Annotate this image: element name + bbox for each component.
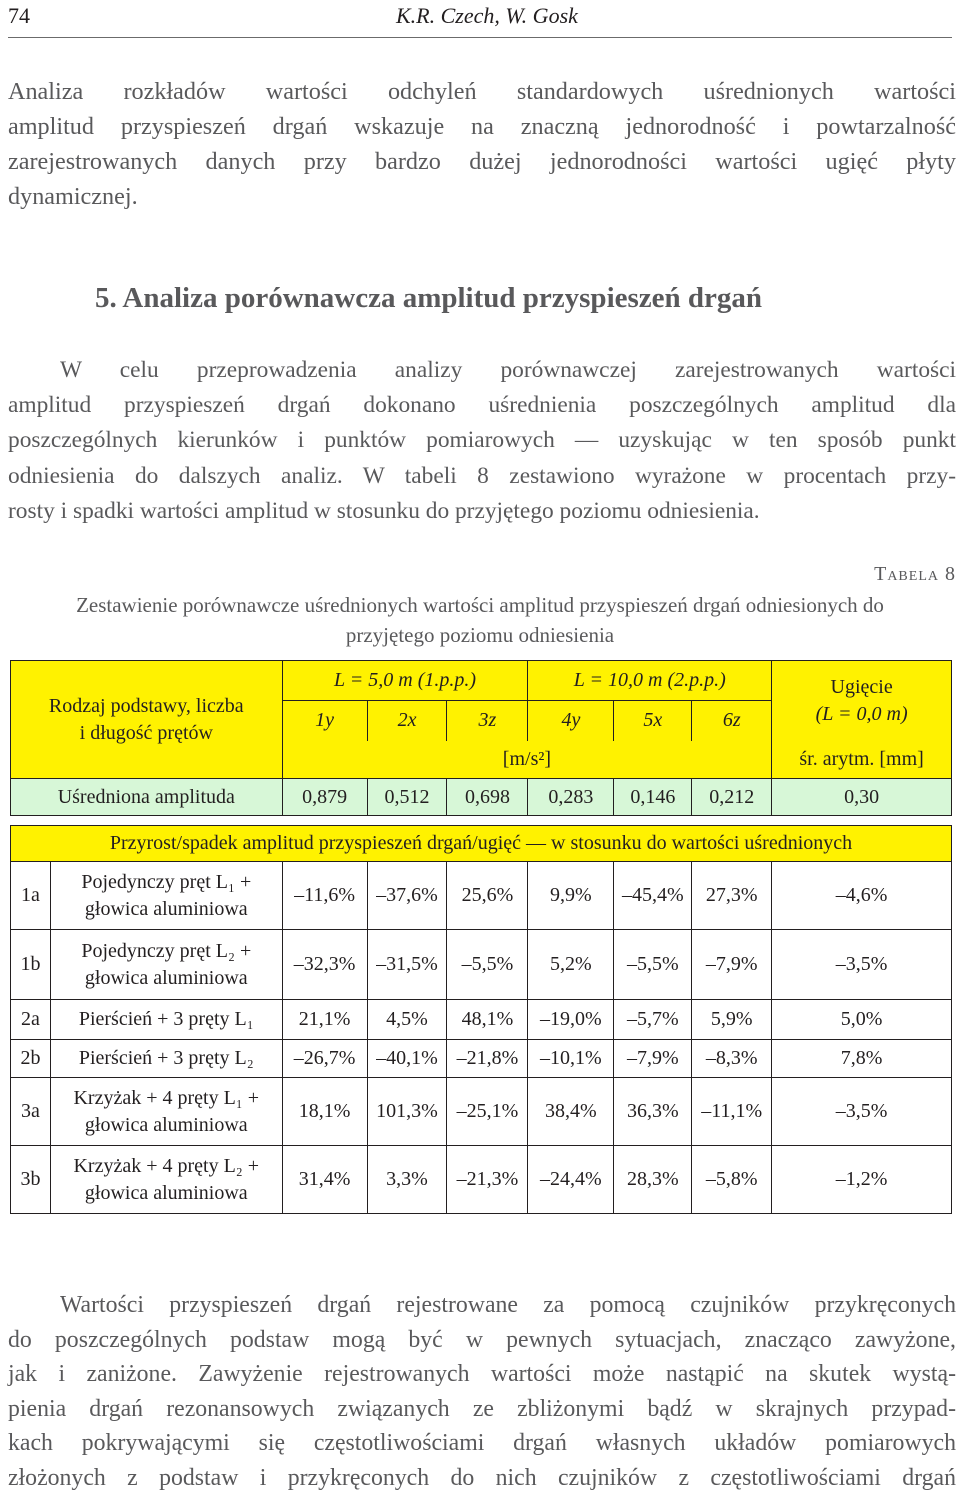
text-line: jak i zaniżone. Zawyżenie rejestrowanych wartości może nastąpić na skutek wystą- xyxy=(8,1361,956,1387)
cell-value: –37,6% xyxy=(367,862,447,930)
row-description-line: Pojedynczy pręt L₂ + xyxy=(81,939,252,962)
cell-value: –31,5% xyxy=(367,930,447,1000)
text-line: W celu przeprowadzenia analizy porównawczej zarejestrowanych wartości xyxy=(60,357,956,383)
comparison-table xyxy=(10,660,952,1214)
cell-value: –40,1% xyxy=(367,1040,447,1078)
closing-paragraph xyxy=(8,1288,956,1495)
subheader: Przyrost/spadek amplitud przyspieszeń drgań/ugięć — w stosunku do wartości uśrednionych xyxy=(11,826,952,862)
cell-value: 3,3% xyxy=(367,1146,447,1214)
row-description-line: Krzyżak + 4 pręty L₁ + xyxy=(73,1086,260,1109)
cell-deflection: –3,5% xyxy=(772,1078,952,1146)
cell-value: –11,1% xyxy=(692,1078,772,1146)
table-row xyxy=(11,1040,952,1078)
header-type xyxy=(11,661,283,779)
cell-value: 4,5% xyxy=(367,1000,447,1040)
cell-value: –5,7% xyxy=(614,1000,692,1040)
cell-value: 28,3% xyxy=(614,1146,692,1214)
text-line: dynamicznej. xyxy=(8,183,138,210)
cell-value: –5,5% xyxy=(614,930,692,1000)
cell-deflection: 5,0% xyxy=(772,1000,952,1040)
cell-deflection: –4,6% xyxy=(772,862,952,930)
cell-value: –26,7% xyxy=(282,1040,367,1078)
row-id: 3b xyxy=(11,1146,51,1214)
row-description-line: głowica aluminiowa xyxy=(84,966,248,989)
cell-value: 18,1% xyxy=(282,1078,367,1146)
cell-deflection: –3,5% xyxy=(772,930,952,1000)
deflection-header xyxy=(772,661,952,741)
text-line: Wartości przyspieszeń drgań rejestrowane za pomocą czujników przykręconych xyxy=(60,1292,956,1318)
text-line: rosty i spadki wartości amplitud w stosunku do przyjętego poziomu odniesienia. xyxy=(8,497,760,524)
average-value: 0,879 xyxy=(282,779,367,816)
cell-value: 27,3% xyxy=(692,862,772,930)
table-row xyxy=(11,1078,952,1146)
intro-paragraph xyxy=(8,74,956,214)
text-line: kach pokrywającymi się częstotliwościami drgań własnych układów pomiarowych xyxy=(8,1430,956,1456)
table-caption xyxy=(8,590,952,650)
cell-value: 101,3% xyxy=(367,1078,447,1146)
cell-value: –7,9% xyxy=(692,930,772,1000)
cell-deflection: 7,8% xyxy=(772,1040,952,1078)
direction-header: 4y xyxy=(528,701,614,741)
row-description: Pierścień + 3 pręty L₁ xyxy=(50,1000,282,1040)
group-header-2: L = 10,0 m (2.p.p.) xyxy=(528,661,772,701)
table-row xyxy=(11,862,952,930)
table-label: Tabela 8 xyxy=(874,563,956,585)
cell-value: 31,4% xyxy=(282,1146,367,1214)
cell-value: –19,0% xyxy=(528,1000,614,1040)
page-number: 74 xyxy=(8,3,30,28)
cell-value: –7,9% xyxy=(614,1040,692,1078)
cell-value: 38,4% xyxy=(528,1078,614,1146)
row-id: 1a xyxy=(11,862,51,930)
cell-value: –21,3% xyxy=(447,1146,528,1214)
average-value: 0,212 xyxy=(692,779,772,816)
text-line: złożonych z podstaw i przykręconych do nich czujników z częstotliwościami drgań xyxy=(8,1464,956,1491)
direction-header: 2x xyxy=(367,701,447,741)
average-value: 0,698 xyxy=(447,779,528,816)
section-paragraph xyxy=(8,353,956,529)
table-row xyxy=(11,1000,952,1040)
deflection-header-line: Ugięcie xyxy=(830,675,893,698)
text-line: pienia drgań rezonansowych związanych ze zbliżonymi bądź w skrajnych przypad- xyxy=(8,1395,956,1422)
cell-value: –11,6% xyxy=(282,862,367,930)
direction-header: 6z xyxy=(692,701,772,741)
cell-value: –21,8% xyxy=(447,1040,528,1078)
header-rule xyxy=(8,37,952,38)
page-header xyxy=(8,3,952,33)
row-description xyxy=(50,1146,282,1214)
text-line: zarejestrowanych danych przy bardzo dużej jednorodności wartości ugięć płyty xyxy=(8,148,956,175)
unit-deflection: śr. arytm. [mm] xyxy=(772,741,952,779)
row-description xyxy=(50,862,282,930)
header-type-line: i długość prętów xyxy=(79,721,213,744)
row-id: 2a xyxy=(11,1000,51,1040)
cell-value: –5,5% xyxy=(447,930,528,1000)
row-description-line: głowica aluminiowa xyxy=(84,1113,248,1136)
cell-value: –25,1% xyxy=(447,1078,528,1146)
cell-value: 48,1% xyxy=(447,1000,528,1040)
running-head: K.R. Czech, W. Gosk xyxy=(396,3,578,28)
row-id: 3a xyxy=(11,1078,51,1146)
cell-value: 5,2% xyxy=(528,930,614,1000)
deflection-header-line: (L = 0,0 m) xyxy=(815,702,908,725)
direction-header: 5x xyxy=(614,701,692,741)
cell-value: 25,6% xyxy=(447,862,528,930)
cell-value: –8,3% xyxy=(692,1040,772,1078)
row-description xyxy=(50,1078,282,1146)
direction-header: 3z xyxy=(447,701,528,741)
table-row xyxy=(11,1146,952,1214)
unit-accel: [m/s²] xyxy=(282,741,772,779)
text-line: amplitud przyspieszeń drgań wskazuje na znaczną jednorodność i powtarzalność xyxy=(8,113,956,140)
cell-value: 36,3% xyxy=(614,1078,692,1146)
row-id: 2b xyxy=(11,1040,51,1078)
average-value: 0,146 xyxy=(614,779,692,816)
section-heading: 5. Analiza porównawcza amplitud przyspieszeń drgań xyxy=(95,282,763,314)
row-id: 1b xyxy=(11,930,51,1000)
cell-value: –45,4% xyxy=(614,862,692,930)
cell-value: 21,1% xyxy=(282,1000,367,1040)
cell-deflection: –1,2% xyxy=(772,1146,952,1214)
caption-line: Zestawienie porównawcze uśrednionych wartości amplitud przyspieszeń drgań odniesionych do xyxy=(76,593,884,617)
average-label: Uśredniona amplituda xyxy=(11,779,283,816)
average-value: 0,512 xyxy=(367,779,447,816)
text-line: amplitud przyspieszeń drgań dokonano uśrednienia poszczególnych amplitud dla xyxy=(8,392,956,419)
text-line: do poszczególnych podstaw mogą być w pewnych sytuacjach, znacząco zawyżone, xyxy=(8,1326,956,1353)
row-description xyxy=(50,930,282,1000)
row-description-line: głowica aluminiowa xyxy=(84,1181,248,1204)
text-line: Analiza rozkładów wartości odchyleń standardowych uśrednionych wartości xyxy=(8,78,956,105)
header-type-line: Rodzaj podstawy, liczba xyxy=(48,694,244,717)
average-value: 0,283 xyxy=(528,779,614,816)
cell-value: 5,9% xyxy=(692,1000,772,1040)
row-description: Pierścień + 3 pręty L₂ xyxy=(50,1040,282,1078)
cell-value: 9,9% xyxy=(528,862,614,930)
group-header-1: L = 5,0 m (1.p.p.) xyxy=(282,661,528,701)
text-line: poszczególnych kierunków i punktów pomiarowych — uzyskując w ten sposób punkt xyxy=(8,427,956,454)
table-row xyxy=(11,930,952,1000)
cell-value: –24,4% xyxy=(528,1146,614,1214)
row-description-line: Krzyżak + 4 pręty L₂ + xyxy=(73,1154,260,1177)
cell-value: –5,8% xyxy=(692,1146,772,1214)
spacer-row xyxy=(11,816,952,826)
row-description-line: Pojedynczy pręt L₁ + xyxy=(81,870,252,893)
cell-value: –10,1% xyxy=(528,1040,614,1078)
average-deflection: 0,30 xyxy=(772,779,952,816)
direction-header: 1y xyxy=(282,701,367,741)
cell-value: –32,3% xyxy=(282,930,367,1000)
text-line: odniesienia do dalszych analiz. W tabeli 8 zestawiono wyrażone w procentach przy- xyxy=(8,462,956,489)
row-description-line: głowica aluminiowa xyxy=(84,897,248,920)
caption-line: przyjętego poziomu odniesienia xyxy=(345,623,615,647)
